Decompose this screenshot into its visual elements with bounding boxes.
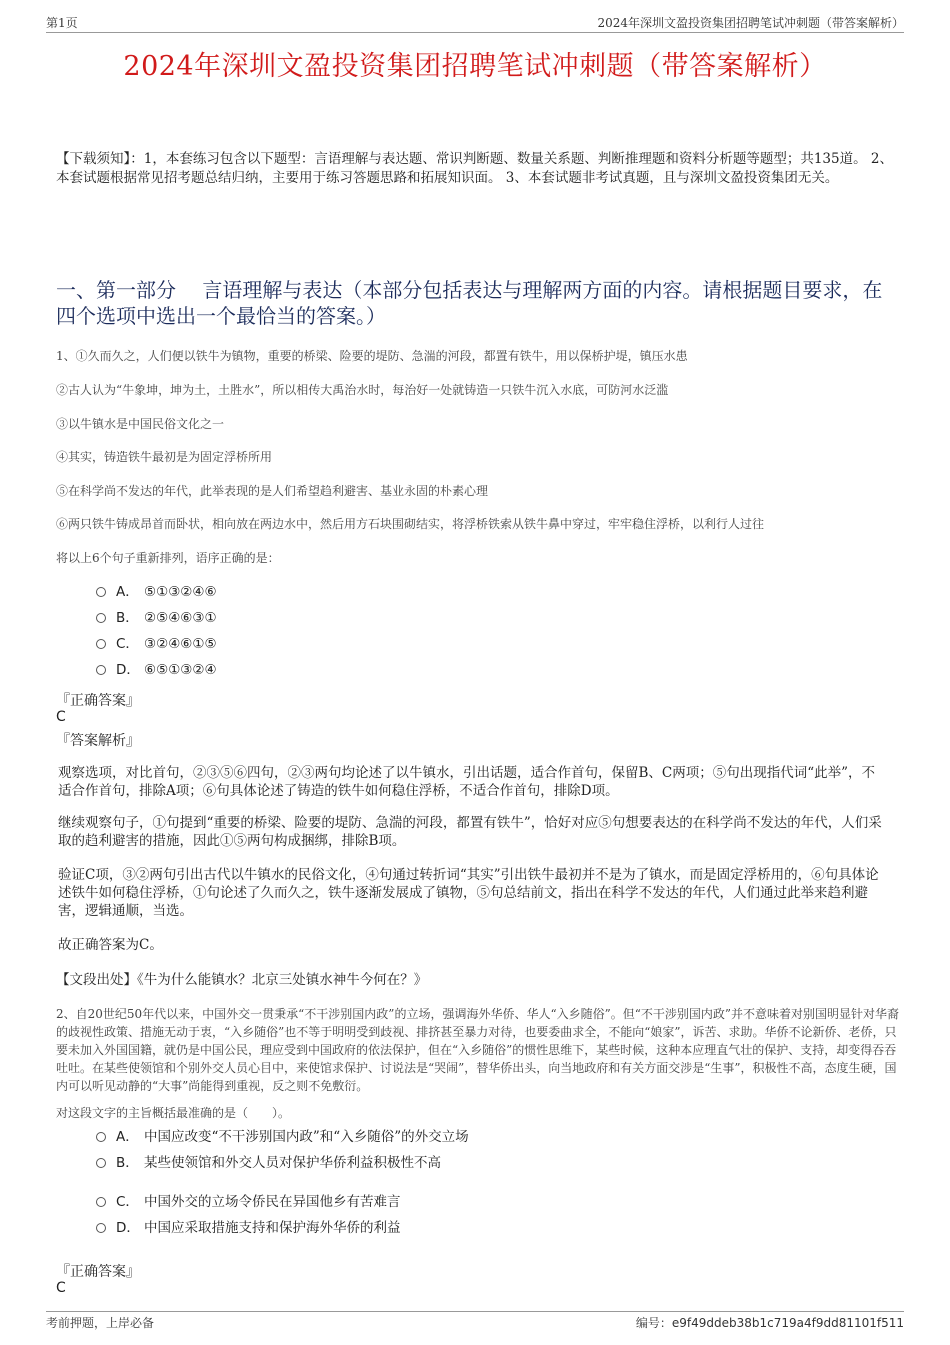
q1-option-a[interactable]: A． ⑤①③②④⑥ xyxy=(96,582,217,602)
q1-analysis-para-1: 观察选项，对比首句，②③⑤⑥四句，②③两句均论述了以牛镇水，引出话题，适合作首句，保留B、C两项；⑤句出现指代词“此举”，不适合作首句，排除A项；⑥句具体论述了铸造的铁牛如何稳住浮桥，不适合作首句，排除D项。 xyxy=(58,765,876,799)
q1-sentence-3: ③以牛镇水是中国民俗文化之一 xyxy=(56,417,225,431)
radio-icon[interactable] xyxy=(96,665,106,675)
q2-option-c[interactable]: C． 中国外交的立场令侨民在异国他乡有苦难言 xyxy=(96,1192,401,1212)
q2-prompt: 对这段文字的主旨概括最准确的是（ ）。 xyxy=(56,1106,291,1120)
radio-icon[interactable] xyxy=(96,1132,106,1142)
page-title: 2024年深圳文盈投资集团招聘笔试冲刺题（带答案解析） xyxy=(123,51,827,82)
q1-analysis-para-2: 继续观察句子，①句提到“重要的桥梁、险要的堤防、急湍的河段，都置有铁牛”，恰好对应⑤句想要表达的在科学尚不发达的年代，人们采取的趋利避害的措施，因此①⑤两句构成捆绑，排除B项。 xyxy=(58,815,882,849)
q1-sentence-5: ⑤在科学尚不发达的年代，此举表现的是人们希望趋利避害、基业永固的朴素心理 xyxy=(56,484,489,498)
q1-analysis-tag: 『答案解析』 xyxy=(56,733,140,749)
document-code: 编号：e9f49ddeb38b1c719a4f9dd81101f511 xyxy=(635,1316,904,1330)
q1-sentence-2: ②古人认为“牛象坤，坤为土，土胜水”，所以相传大禹治水时，每治好一处就铸造一只铁牛沉入水底，可防河水泛滥 xyxy=(56,383,669,397)
q2-option-d[interactable]: D． 中国应采取措施支持和保护海外华侨的利益 xyxy=(96,1218,401,1238)
radio-icon[interactable] xyxy=(96,587,106,597)
radio-icon[interactable] xyxy=(96,1158,106,1168)
page-number: 第1页 xyxy=(46,16,78,30)
footer-divider xyxy=(46,1311,904,1312)
radio-icon[interactable] xyxy=(96,613,106,623)
q1-sentence-6: ⑥两只铁牛铸成昂首而卧状，相向放在两边水中，然后用方石块围砌结实，将浮桥铁索从铁牛鼻中穿过，牢牢稳住浮桥，以利行人过往 xyxy=(56,517,765,531)
q1-sentence-4: ④其实，铸造铁牛最初是为固定浮桥所用 xyxy=(56,450,273,464)
q1-answer-tag: 『正确答案』 xyxy=(56,693,140,709)
section-heading: 一、第一部分 言语理解与表达（本部分包括表达与理解两方面的内容。请根据题目要求，在四个选项中选出一个最恰当的答案。） xyxy=(56,278,883,328)
q1-option-d[interactable]: D． ⑥⑤①③②④ xyxy=(96,660,217,680)
q1-option-b[interactable]: B． ②⑤④⑥③① xyxy=(96,608,217,628)
radio-icon[interactable] xyxy=(96,639,106,649)
radio-icon[interactable] xyxy=(96,1197,106,1207)
q1-answer: C xyxy=(56,709,66,725)
download-notice: 【下载须知】：1，本套练习包含以下题型：言语理解与表达题、常识判断题、数量关系题、判断推理题和资料分析题等题型；共135道。 2、本套试题根据常见招考题总结归纳，主要用于练习答题思路和拓展知识面。 3、本套试题非考试真题，且与深圳文盈投资集团无关。 xyxy=(56,151,893,186)
radio-icon[interactable] xyxy=(96,1223,106,1233)
q1-analysis-para-4: 故正确答案为C。 xyxy=(58,937,163,953)
q2-option-a[interactable]: A． 中国应改变“不干涉别国内政”和“入乡随俗”的外交立场 xyxy=(96,1127,469,1147)
q1-sentence-1: 1、①久而久之，人们便以铁牛为镇物，重要的桥梁、险要的堤防、急湍的河段，都置有铁牛，用以保桥护堤，镇压水患 xyxy=(56,349,688,363)
q1-source: 【文段出处】《牛为什么能镇水？北京三处镇水神牛今何在？》 xyxy=(56,972,428,988)
q2-text: 2、自20世纪50年代以来，中国外交一贯秉承“不干涉别国内政”的立场，强调海外华侨、华人“入乡随俗”。但“不干涉别国内政”并不意味着对别国明显针对华裔的歧视性政策、措施无动于衷，“入乡随俗”也不等于明明受到歧视、排挤甚至暴力对待，也要委曲求全，不能向“娘家”，诉苦、求助。华侨不论新侨、老侨，只要未加入外国国籍，就仍是中国公民，理应受到中国政府的依法保护，但在“入乡随俗”的惯性思维下，某些时候，这种本应理直气壮的保护、支持，却变得吞吞吐吐。在某些使领馆和个别外交人员心目中，来使馆求保护、讨说法是“哭闹”，替华侨出头，向当地政府和有关方面交涉是“生事”，积极性不高，态度生硬，国内可以听见动静的“大事”尚能得到重视，反之则不免敷衍。 xyxy=(56,1007,899,1093)
running-title: 2024年深圳文盈投资集团招聘笔试冲刺题（带答案解析） xyxy=(597,16,904,30)
q1-prompt: 将以上6个句子重新排列，语序正确的是： xyxy=(56,551,280,565)
q2-answer: C xyxy=(56,1280,66,1296)
q2-answer-tag: 『正确答案』 xyxy=(56,1264,140,1280)
q1-analysis-para-3: 验证C项，③②两句引出古代以牛镇水的民俗文化，④句通过转折词“其实”引出铁牛最初并不是为了镇水，而是固定浮桥用的，⑥句具体论述铁牛如何稳住浮桥，①句论述了久而久之，铁牛逐渐发展成了镇物，⑤句总结前文，指出在科学不发达的年代，人们通过此举来趋利避害，逻辑通顺，当选。 xyxy=(58,867,879,919)
q1-option-c[interactable]: C． ③②④⑥①⑤ xyxy=(96,634,217,654)
footer-slogan: 考前押题，上岸必备 xyxy=(46,1316,155,1330)
header-divider xyxy=(46,32,904,33)
q2-option-b[interactable]: B． 某些使领馆和外交人员对保护华侨利益积极性不高 xyxy=(96,1153,441,1173)
